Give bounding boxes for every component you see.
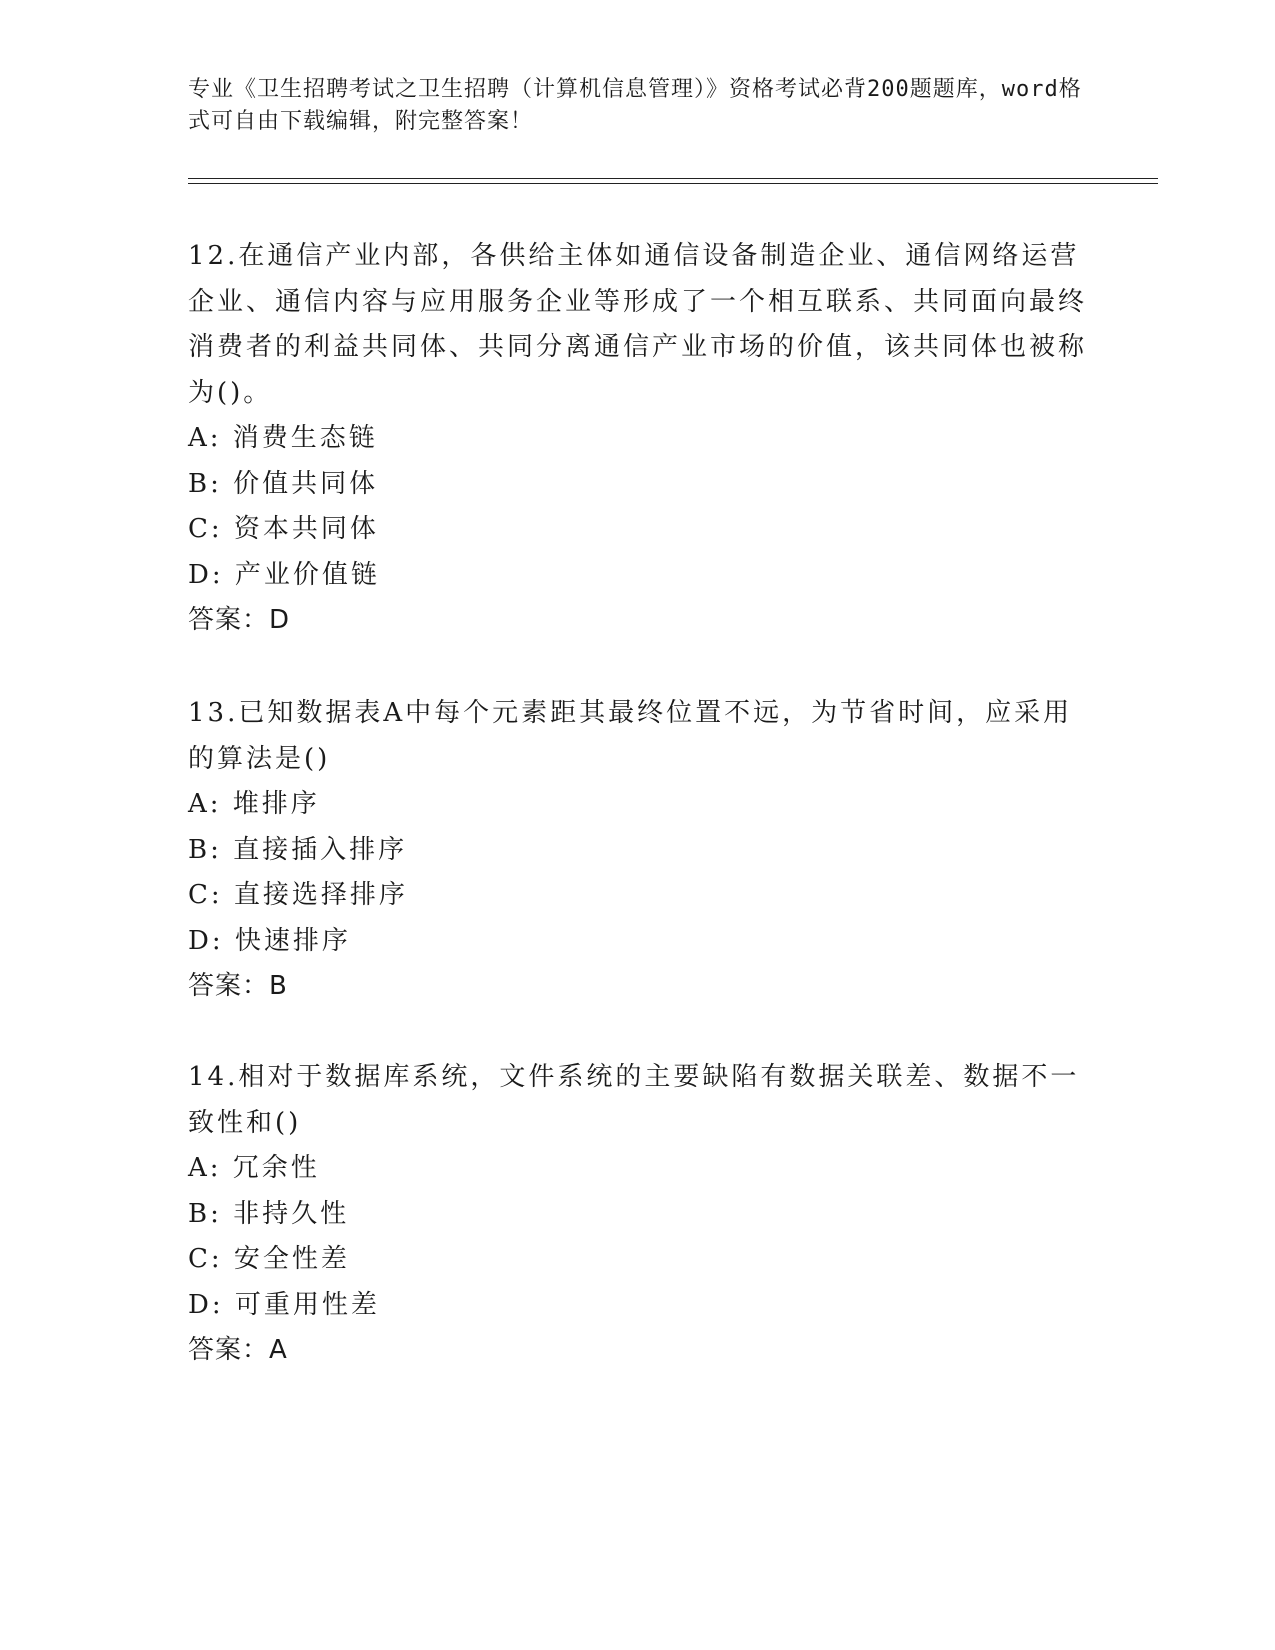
option-d: D: 快速排序 <box>188 925 351 956</box>
question-12 <box>188 234 1088 644</box>
header-divider-top <box>188 178 1158 179</box>
question-text: 13.已知数据表A中每个元素距其最终位置不远，为节省时间，应采用的算法是() <box>188 698 1073 774</box>
header-divider-bottom <box>188 183 1158 184</box>
option-a: A: 堆排序 <box>188 789 320 819</box>
option-a: A: 消费生态链 <box>188 423 378 453</box>
option-a: A: 冗余性 <box>188 1153 320 1183</box>
question-13 <box>188 691 1088 1010</box>
question-14 <box>188 1055 1088 1374</box>
option-c: C: 安全性差 <box>188 1244 350 1274</box>
answer: 答案：A <box>188 1335 288 1365</box>
option-b: B: 直接插入排序 <box>188 834 408 865</box>
option-c: C: 直接选择排序 <box>188 880 408 910</box>
question-text: 14.相对于数据库系统，文件系统的主要缺陷有数据关联差、数据不一致性和() <box>188 1062 1080 1138</box>
option-d: D: 产业价值链 <box>188 559 380 590</box>
option-b: B: 非持久性 <box>188 1198 350 1229</box>
option-b: B: 价值共同体 <box>188 468 379 499</box>
document-header: 专业《卫生招聘考试之卫生招聘（计算机信息管理）》资格考试必背200题题库，word格式可自由下载编辑，附完整答案！ <box>188 77 1082 134</box>
option-d: D: 可重用性差 <box>188 1289 380 1320</box>
answer: 答案：D <box>188 605 291 635</box>
answer: 答案：B <box>188 971 288 1001</box>
question-text: 12.在通信产业内部，各供给主体如通信设备制造企业、通信网络运营企业、通信内容与应用服务企业等形成了一个相互联系、共同面向最终消费者的利益共同体、共同分离通信产业市场的价值，该共同体也被称为()。 <box>188 241 1088 408</box>
option-c: C: 资本共同体 <box>188 514 379 544</box>
